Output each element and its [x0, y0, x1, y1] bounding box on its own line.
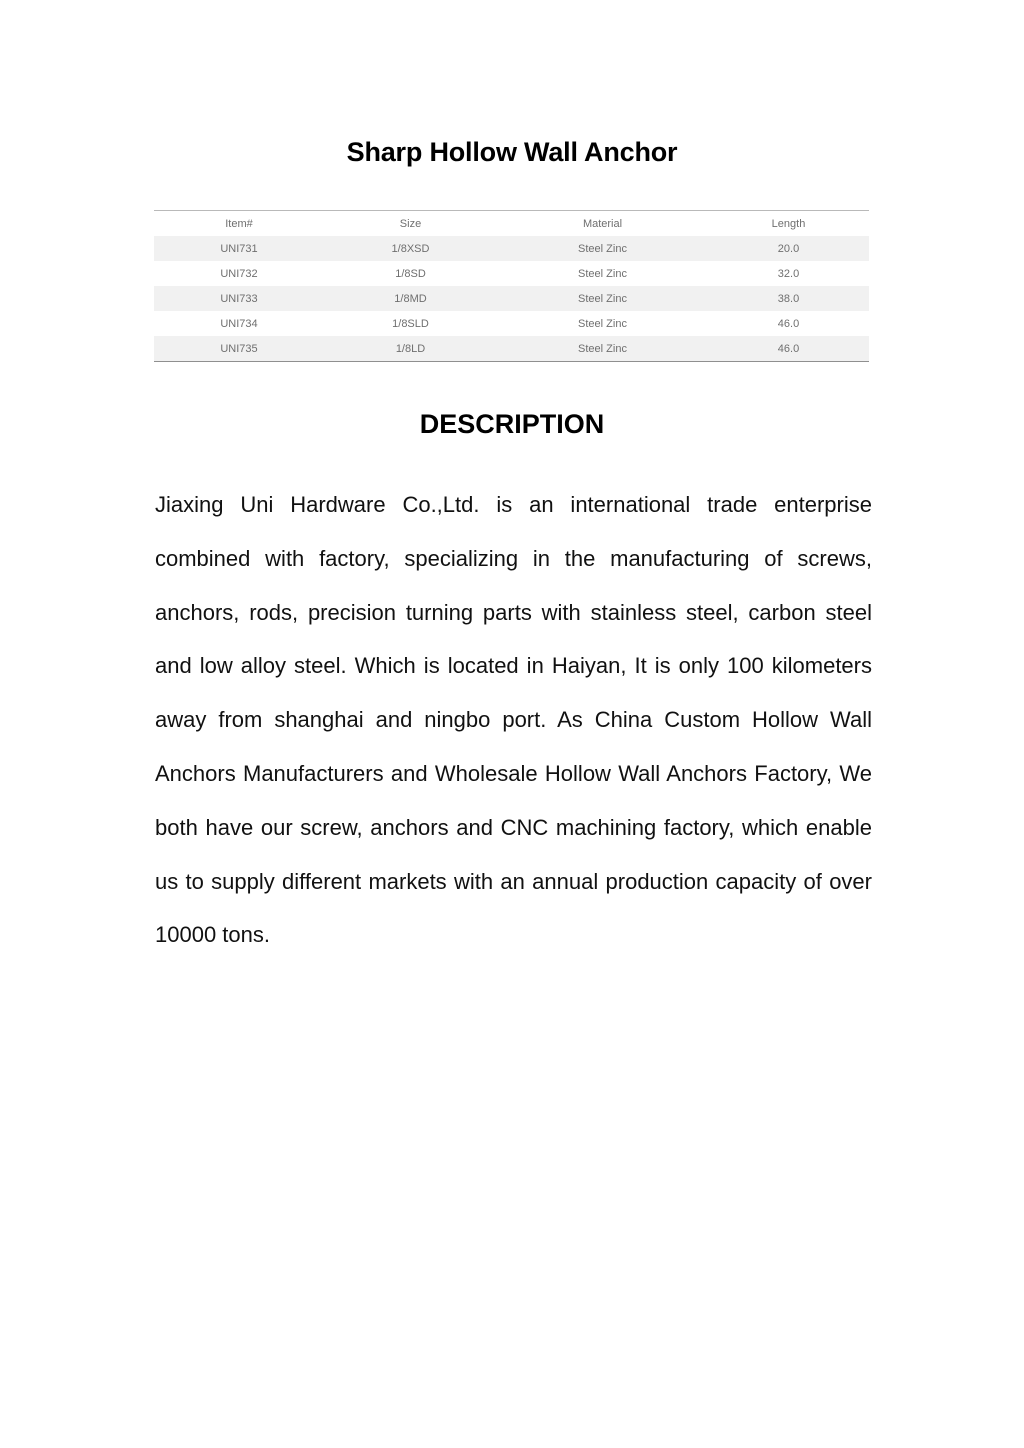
table-row	[154, 336, 869, 362]
header-size: Size	[399, 217, 422, 230]
cell-size: 1/8XSD	[391, 242, 430, 255]
cell-material: Steel Zinc	[578, 342, 627, 355]
cell-length: 46.0	[777, 317, 800, 330]
cell-size: 1/8MD	[394, 292, 427, 305]
page-title: Sharp Hollow Wall Anchor	[346, 137, 678, 167]
cell-size: 1/8SD	[395, 267, 426, 280]
header-material: Material	[582, 217, 623, 230]
cell-material: Steel Zinc	[578, 317, 627, 330]
table-row	[154, 311, 869, 336]
table-row	[154, 236, 869, 261]
cell-item: UNI731	[220, 242, 258, 255]
cell-material: Steel Zinc	[578, 242, 627, 255]
table-row	[154, 286, 869, 311]
table-row	[154, 261, 869, 286]
cell-length: 32.0	[777, 267, 800, 280]
description-heading: DESCRIPTION	[419, 409, 605, 439]
cell-item: UNI735	[220, 342, 258, 355]
spec-table	[154, 210, 869, 362]
header-length: Length	[771, 217, 806, 230]
cell-length: 20.0	[777, 242, 800, 255]
cell-size: 1/8LD	[395, 342, 426, 355]
cell-length: 46.0	[777, 342, 800, 355]
cell-material: Steel Zinc	[578, 292, 627, 305]
description-text: Jiaxing Uni Hardware Co.,Ltd. is an international trade enterprise combined with factory, specializing in the manufacturing of screws, anchors, rods, precision turning parts with stainless steel, carbon steel and low alloy steel. Which is located in Haiyan, It is only 100 kilometers away from shanghai and ningbo port. As China Custom Hollow Wall Anchors Manufacturers and Wholesale Hollow Wall Anchors Factory, We both have our screw, anchors and CNC machining factory, which enable us to supply different markets with an annual production capacity of over 10000 tons.	[155, 492, 872, 948]
cell-size: 1/8SLD	[392, 317, 429, 330]
cell-item: UNI733	[220, 292, 258, 305]
cell-item: UNI732	[220, 267, 258, 280]
cell-material: Steel Zinc	[578, 267, 627, 280]
cell-item: UNI734	[220, 317, 258, 330]
header-item: Item#	[225, 217, 253, 230]
cell-length: 38.0	[777, 292, 800, 305]
table-header-row	[154, 211, 869, 237]
